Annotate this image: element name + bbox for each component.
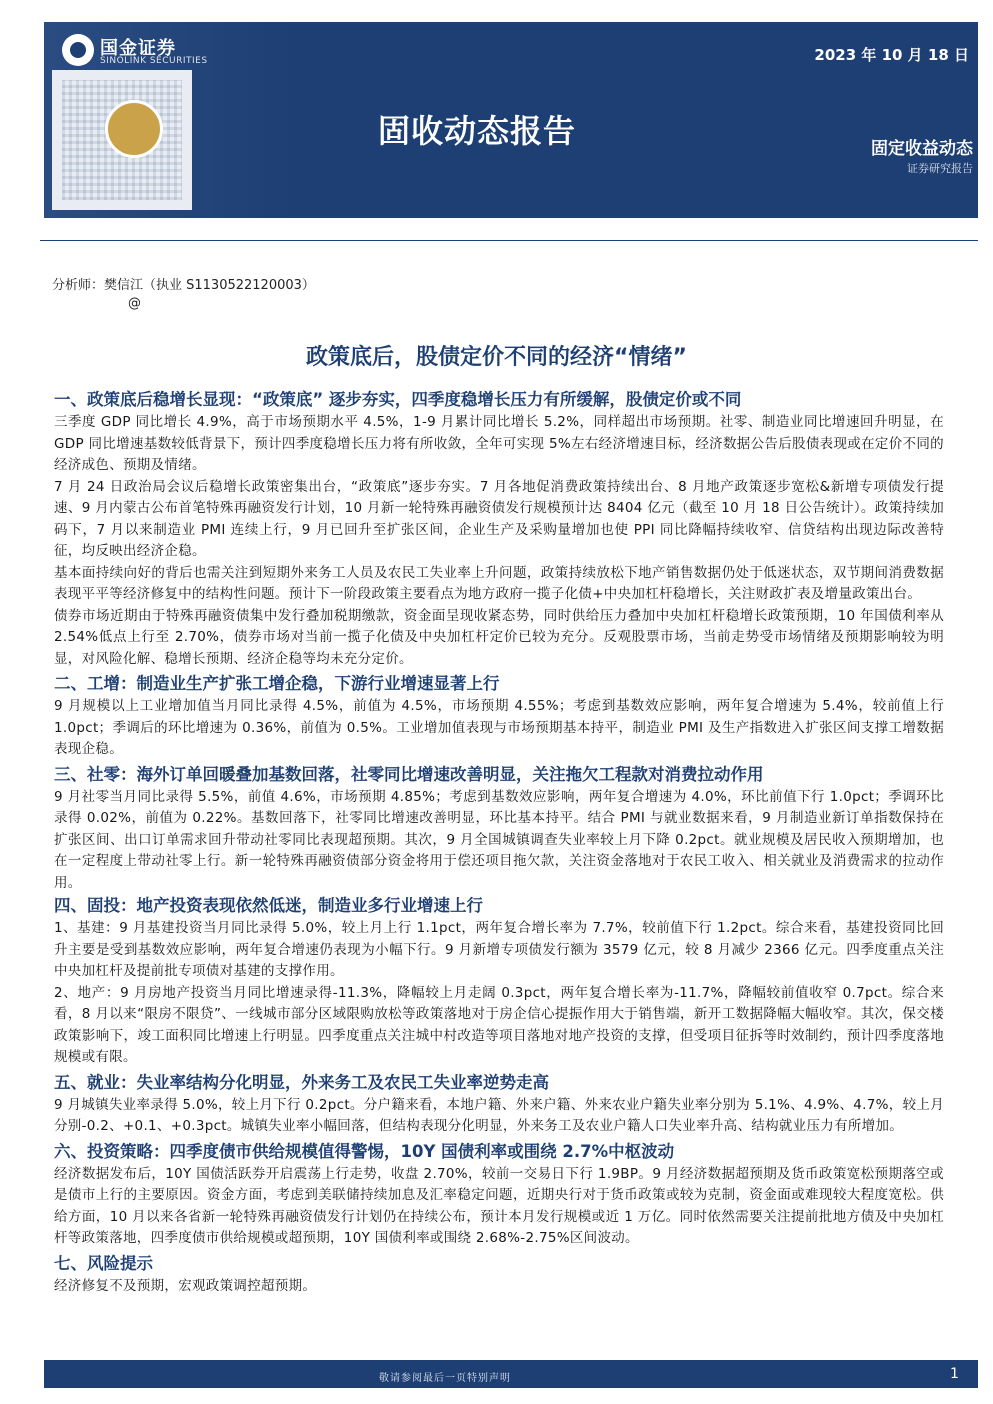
section-heading: 一、政策底后稳增长显现：“政策底” 逐步夯实，四季度稳增长压力有所缓解，股债定价或不同	[54, 390, 742, 409]
section-heading: 七、风险提示	[54, 1253, 153, 1273]
report-body	[54, 388, 944, 1297]
analyst-email: @	[128, 296, 141, 311]
report-title: 固收动态报告	[378, 112, 577, 150]
paragraph: 9 月规模以上工业增加值当月同比录得 4.5%，前值为 4.5%，市场预期 4.55%；考虑到基数效应影响，两年复合增速为 5.4%，较前值上行 1.0pct；季调后的环比增速为 0.36%，前值为 0.5%。工业增加值表现与市场预期基本持平，制造业 PMI 及生产指数进入扩张区间支撑工增数据表现企稳。	[54, 698, 944, 757]
section-heading: 二、工增：制造业生产扩张工增企稳，下游行业增速显著上行	[54, 674, 500, 693]
report-date: 2023 年 10 月 18 日	[814, 46, 969, 64]
paragraph: 三季度 GDP 同比增长 4.9%，高于市场预期水平 4.5%，1-9 月累计同比增长 5.2%，同样超出市场预期。社零、制造业同比增速回升明显，在 GDP 同比增速基数较低背景下，预计四季度稳增长压力将有所收敛，全年可实现 5%左右经济增速目标，经济数据公告后股债表现或在定价不同的经济成色、预期及情绪。	[54, 414, 944, 473]
paragraph: 经济数据发布后，10Y 国债活跃券开启震荡上行走势，收盘 2.70%，较前一交易日下行 1.9BP。9 月经济数据超预期及货币政策宽松预期落空或是债市上行的主要原因。资金方面，考虑到美联储持续加息及汇率稳定问题，近期央行对于货币政策或较为克制，资金面或难现较大程度宽松。供给方面，10 月以来各省新一轮特殊再融资债发行计划仍在持续公布，预计本月发行规模或近 1 万亿。同时依然需要关注提前批地方债及中央加杠杆等政策落地，四季度债市供给规模或超预期，10Y 国债利率或围绕 2.68%-2.75%区间波动。	[54, 1165, 944, 1246]
qr-code-logo	[105, 100, 163, 158]
report-subcategory: 证券研究报告	[907, 162, 973, 175]
paragraph: 2、地产：9 月房地产投资当月同比增速录得-11.3%，降幅较上月走阔 0.3pct，两年复合增长率为-11.7%，降幅较前值收窄 0.7pct。综合来看，8 月以来“限房不限贷”、一线城市部分区域限购放松等政策落地对于房企信心提振作用大于销售端，新开工数据降幅大幅收窄。其次，保交楼政策影响下，竣工面积同比增速上行明显。四季度重点关注城中村改造等项目落地对地产投资的支撑，但受项目征拆等时效制约，预计四季度落地规模或有限。	[54, 984, 944, 1065]
paragraph: 7 月 24 日政治局会议后稳增长政策密集出台，“政策底”逐步夯实。7 月各地促消费政策持续出台、8 月地产政策逐步宽松&新增专项债发行提速、9 月内蒙古公布首笔特殊再融资发行计划，10 月新一轮特殊再融资债发行规模预计达 8404 亿元（截至 10 月 18 日公告统计）。政策持续加码下，7 月以来制造业 PMI 连续上行，9 月已回升至扩张区间，企业生产及采购量增加也使 PPI 同比降幅持续收窄、信贷结构出现边际改善特征，均反映出经济企稳。	[54, 478, 944, 559]
analyst-info: 分析师：樊信江（执业 S1130522120003）	[52, 278, 315, 293]
page-number: 1	[950, 1366, 959, 1382]
paragraph: 1、基建：9 月基建投资当月同比录得 5.0%，较上月上行 1.1pct，两年复合增长率为 7.7%，较前值下行 1.2pct。综合来看，基建投资同比回升主要是受到基数效应影响，两年复合增速仍表现为小幅下行。9 月新增专项债发行额为 3579 亿元，较 8 月减少 2366 亿元。四季度重点关注中央加杠杆及提前批专项债对基建的支撑作用。	[54, 920, 944, 979]
paragraph: 9 月社零当月同比录得 5.5%，前值 4.6%，市场预期 4.85%；考虑到基数效应影响，两年复合增速为 4.0%，环比前值下行 1.0pct；季调环比录得 0.02%，前值为 0.22%。基数回落下，社零同比增速改善明显，环比基本持平。结合 PMI 与就业数据来看，9 月制造业新订单指数保持在扩张区间、出口订单需求回升带动社零同比表现超预期。其次，9 月全国城镇调查失业率较上月下降 0.2pct。就业规模及居民收入预期增加，也在一定程度上带动社零上行。新一轮特殊再融资债部分资金将用于偿还项目拖欠款，关注资金落地对于农民工收入、相关就业及消费需求的拉动作用。	[54, 788, 944, 891]
main-title: 政策底后，股债定价不同的经济“情绪”	[306, 345, 687, 370]
paragraph: 基本面持续向好的背后也需关注到短期外来务工人员及农民工失业率上升问题，政策持续放松下地产销售数据仍处于低迷状态，双节期间消费数据表现平平等经济修复中的结构性问题。预计下一阶段政策主要看点为地方政府一揽子化债+中央加杠杆稳增长，关注财政扩表及增量政策出台。	[54, 564, 944, 602]
section-heading: 四、固投：地产投资表现依然低迷，制造业多行业增速上行	[54, 896, 483, 915]
company-name-en: SINOLINK SECURITIES	[100, 56, 208, 66]
footer-notice: 敬请参阅最后一页特别声明	[379, 1373, 511, 1384]
paragraph: 经济修复不及预期，宏观政策调控超预期。	[54, 1277, 317, 1294]
company-logo-icon	[62, 34, 94, 66]
section-heading: 五、就业：失业率结构分化明显，外来务工及农民工失业率逆势走高	[54, 1072, 549, 1092]
paragraph: 9 月城镇失业率录得 5.0%，较上月下行 0.2pct。分户籍来看，本地户籍、外来户籍、外来农业户籍失业率分别为 5.1%、4.9%、4.7%，较上月分别-0.2、+0.1、+0.3pct。城镇失业率小幅回落，但结构表现分化明显，外来务工及农业户籍人口失业率升高、结构就业压力有所增加。	[54, 1096, 944, 1134]
section-heading: 六、投资策略：四季度债市供给规模值得警惕，10Y 国债利率或围绕 2.7%中枢波动	[54, 1141, 675, 1161]
report-category: 固定收益动态	[871, 139, 973, 159]
company-name: 国金证券	[100, 38, 176, 59]
section-heading: 三、社零：海外订单回暖叠加基数回落，社零同比增速改善明显，关注拖欠工程款对消费拉动作用	[54, 764, 764, 784]
paragraph: 债券市场近期由于特殊再融资债集中发行叠加税期缴款，资金面呈现收紧态势，同时供给压力叠加中央加杠杆稳增长政策预期，10 年国债利率从 2.54%低点上行至 2.70%，债券市场对当前一揽子化债及中央加杠杆定价已较为充分。反观股票市场，当前走势受市场情绪及预期影响较为明显，对风险化解、稳增长预期、经济企稳等均未充分定价。	[54, 607, 944, 667]
